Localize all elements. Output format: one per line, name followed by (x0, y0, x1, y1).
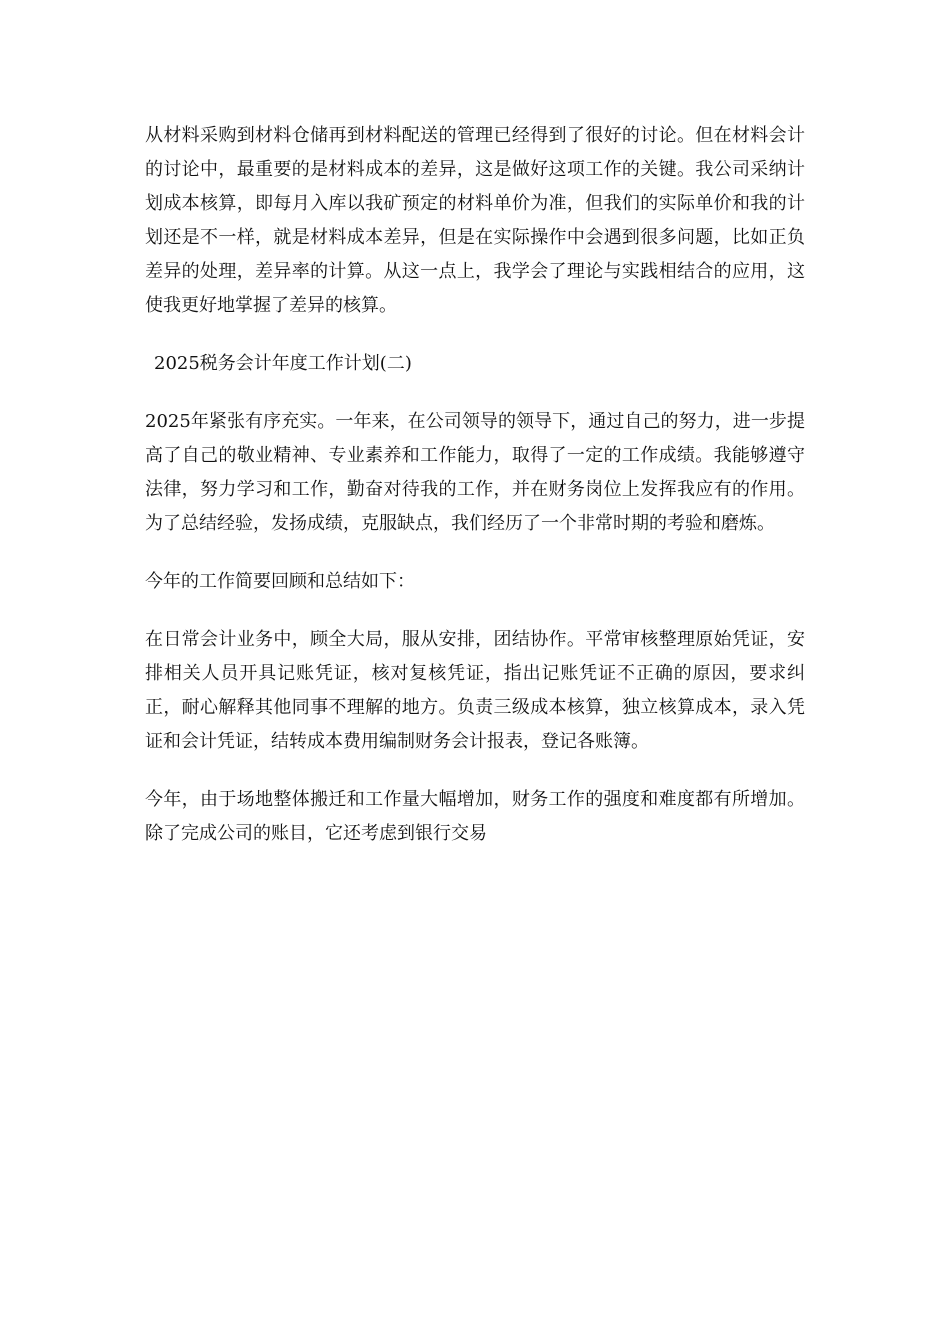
document-page (145, 119, 805, 875)
paragraph-review-intro: 今年的工作简要回顾和总结如下： (145, 571, 415, 592)
section-title: 2025税务会计年度工作计划(二) (154, 353, 412, 374)
paragraph-year-summary: 2025年紧张有序充实。一年来，在公司领导的领导下，通过自己的努力，进一步提高了自己的敬业精神、专业素养和工作能力，取得了一定的工作成绩。我能够遵守法律，努力学习和工作，勤奋对待我的工作，并在财务岗位上发挥我应有的作用。为了总结经验，发扬成绩，克服缺点，我们经历了一个非常时期的考验和磨炼。 (145, 411, 805, 534)
paragraph-material-cost: 从材料采购到材料仓储再到材料配送的管理已经得到了很好的讨论。但在材料会计的讨论中，最重要的是材料成本的差异，这是做好这项工作的关键。我公司采纳计划成本核算，即每月入库以我矿预定的材料单价为准，但我们的实际单价和我的计划还是不一样，就是材料成本差异，但是在实际操作中会遇到很多问题，比如正负差异的处理，差异率的计算。从这一点上，我学会了理论与实践相结合的应用，这使我更好地掌握了差异的核算。 (145, 125, 805, 316)
paragraph-daily-accounting: 在日常会计业务中，顾全大局，服从安排，团结协作。平常审核整理原始凭证，安排相关人员开具记账凭证，核对复核凭证，指出记账凭证不正确的原因，要求纠正，耐心解释其他同事不理解的地方。负责三级成本核算，独立核算成本，录入凭证和会计凭证，结转成本费用编制财务会计报表，登记各账簿。 (145, 629, 805, 752)
paragraph-relocation: 今年，由于场地整体搬迁和工作量大幅增加，财务工作的强度和难度都有所增加。除了完成公司的账目，它还考虑到银行交易 (145, 789, 805, 844)
